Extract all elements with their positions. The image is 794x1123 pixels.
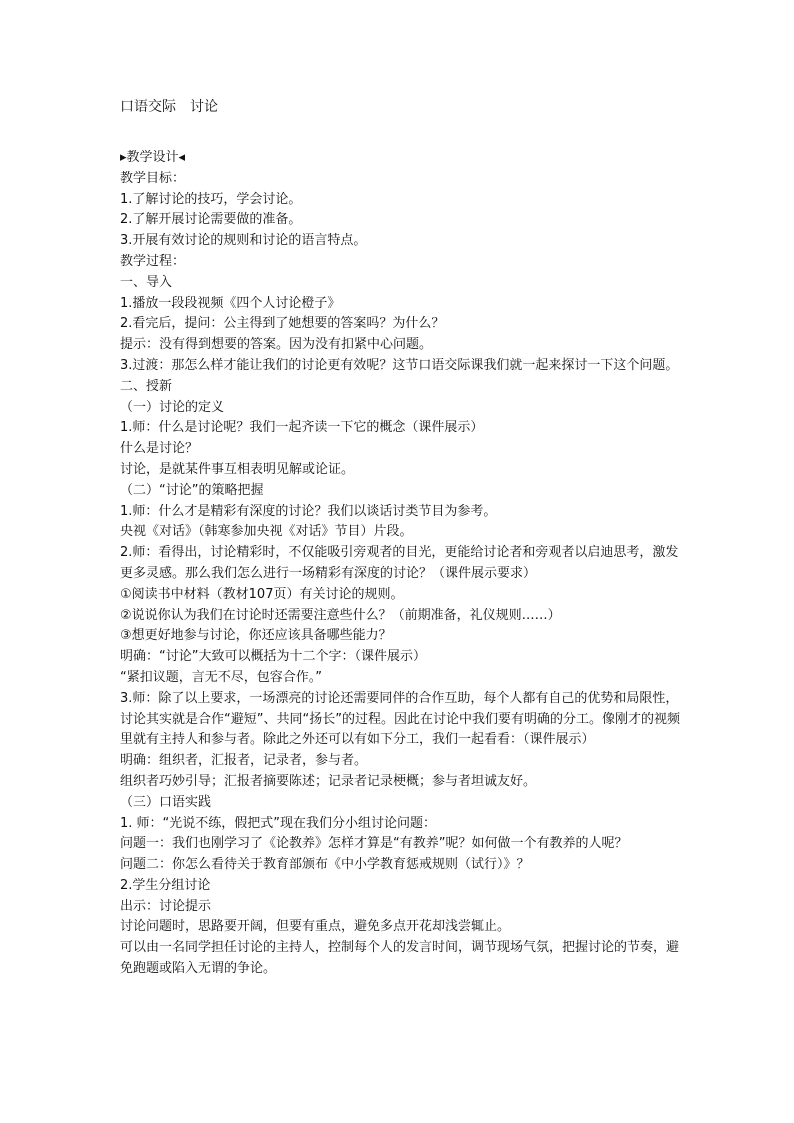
body-paragraph: ③想更好地参与讨论，你还应该具备哪些能力？ [120,628,392,644]
body-paragraph: 1.播放一段段视频《四个人讨论橙子》 [120,295,341,311]
body-paragraph: 3.过渡：那怎么样才能让我们的讨论更有效呢？这节口语交际课我们就一起来探讨一下这个问题。 [120,357,679,373]
body-paragraph: 什么是讨论？ [120,441,199,457]
body-paragraph: ①阅读书中材料（教材107页）有关讨论的规则。 [120,586,404,602]
body-paragraph: 2.师：看得出，讨论精彩时，不仅能吸引旁观者的目光，更能给讨论者和旁观者以启迪思考，激发更多灵感。那么我们怎么进行一场精彩有深度的讨论？（课件展示要求） [120,545,679,581]
body-paragraph: （二）“讨论”的策略把握 [120,482,264,498]
body-paragraph: 讨论问题时，思路要开阔，但要有重点，避免多点开花却浅尝辄止。 [120,919,511,935]
body-paragraph: ②说说你认为我们在讨论时还需要注意些什么？（前期准备，礼仪规则……） [120,607,561,623]
body-paragraph: 教学过程： [120,253,186,269]
body-paragraph: 央视《对话》（韩寒参加央视《对话》节目）片段。 [120,524,413,540]
body-paragraph: 问题一：我们也刚学习了《论教养》怎样才算是“有教养”呢？如何做一个有教养的人呢？ [120,836,628,852]
body-paragraph: 2.了解开展讨论需要做的准备。 [120,212,302,228]
body-paragraph: “紧扣议题，言无不尽，包容合作。” [120,669,322,685]
body-paragraph: （三）口语实践 [120,794,212,810]
body-paragraph: 可以由一名同学担任讨论的主持人，控制每个人的发言时间，调节现场气氛，把握讨论的节奏，避免跑题或陷入无谓的争论。 [120,940,680,977]
body-paragraph: 问题二：你怎么看待关于教育部颁布《中小学教育惩戒规则（试行）》？ [120,857,530,873]
body-paragraph: 教学目标： [120,170,186,186]
document-page [120,96,680,980]
body-paragraph: （一）讨论的定义 [120,399,225,415]
title-spacer [120,118,680,148]
body-paragraph: 一、导入 [120,274,173,290]
body-paragraph: 2.学生分组讨论 [120,877,211,893]
body-paragraph: 1.了解讨论的技巧，学会讨论。 [120,191,302,207]
body-paragraph: ▸教学设计◂ [120,150,186,165]
document-body [120,148,680,980]
body-paragraph: 二、授新 [120,378,173,394]
body-paragraph: 明确：“讨论”大致可以概括为十二个字：（课件展示） [120,649,426,665]
body-paragraph: 1. 师：“光说不练，假把式”现在我们分小组讨论问题： [120,815,437,831]
body-paragraph: 提示：没有得到想要的答案。因为没有扣紧中心问题。 [120,337,433,353]
document-title: 口语交际 讨论 [120,99,218,115]
body-paragraph: 组织者巧妙引导；汇报者摘要陈述；记录者记录梗概；参与者坦诚友好。 [120,773,537,789]
body-paragraph: 3.师：除了以上要求，一场漂亮的讨论还需要同伴的合作互助，每个人都有自己的优势和局限性，讨论其实就是合作“避短”、共同“扬长”的过程。因此在讨论中我们要有明确的分工。像刚才的视频里就有主持人和参与者。除此之外还可以有如下分工，我们一起看看：（课件展示） [120,690,680,748]
body-paragraph: 1.师：什么才是精彩有深度的讨论？我们以谈话讨类节目为参考。 [120,503,497,519]
body-paragraph: 明确：组织者，汇报者，记录者，参与者。 [120,753,368,769]
body-paragraph: 讨论，是就某件事互相表明见解或论证。 [120,461,355,477]
body-paragraph: 出示：讨论提示 [120,898,212,914]
body-paragraph: 2.看完后，提问：公主得到了她想要的答案吗？为什么？ [120,316,445,332]
body-paragraph: 3.开展有效讨论的规则和讨论的语言特点。 [120,233,367,249]
body-paragraph: 1.师：什么是讨论呢？我们一起齐读一下它的概念（课件展示） [120,420,484,436]
